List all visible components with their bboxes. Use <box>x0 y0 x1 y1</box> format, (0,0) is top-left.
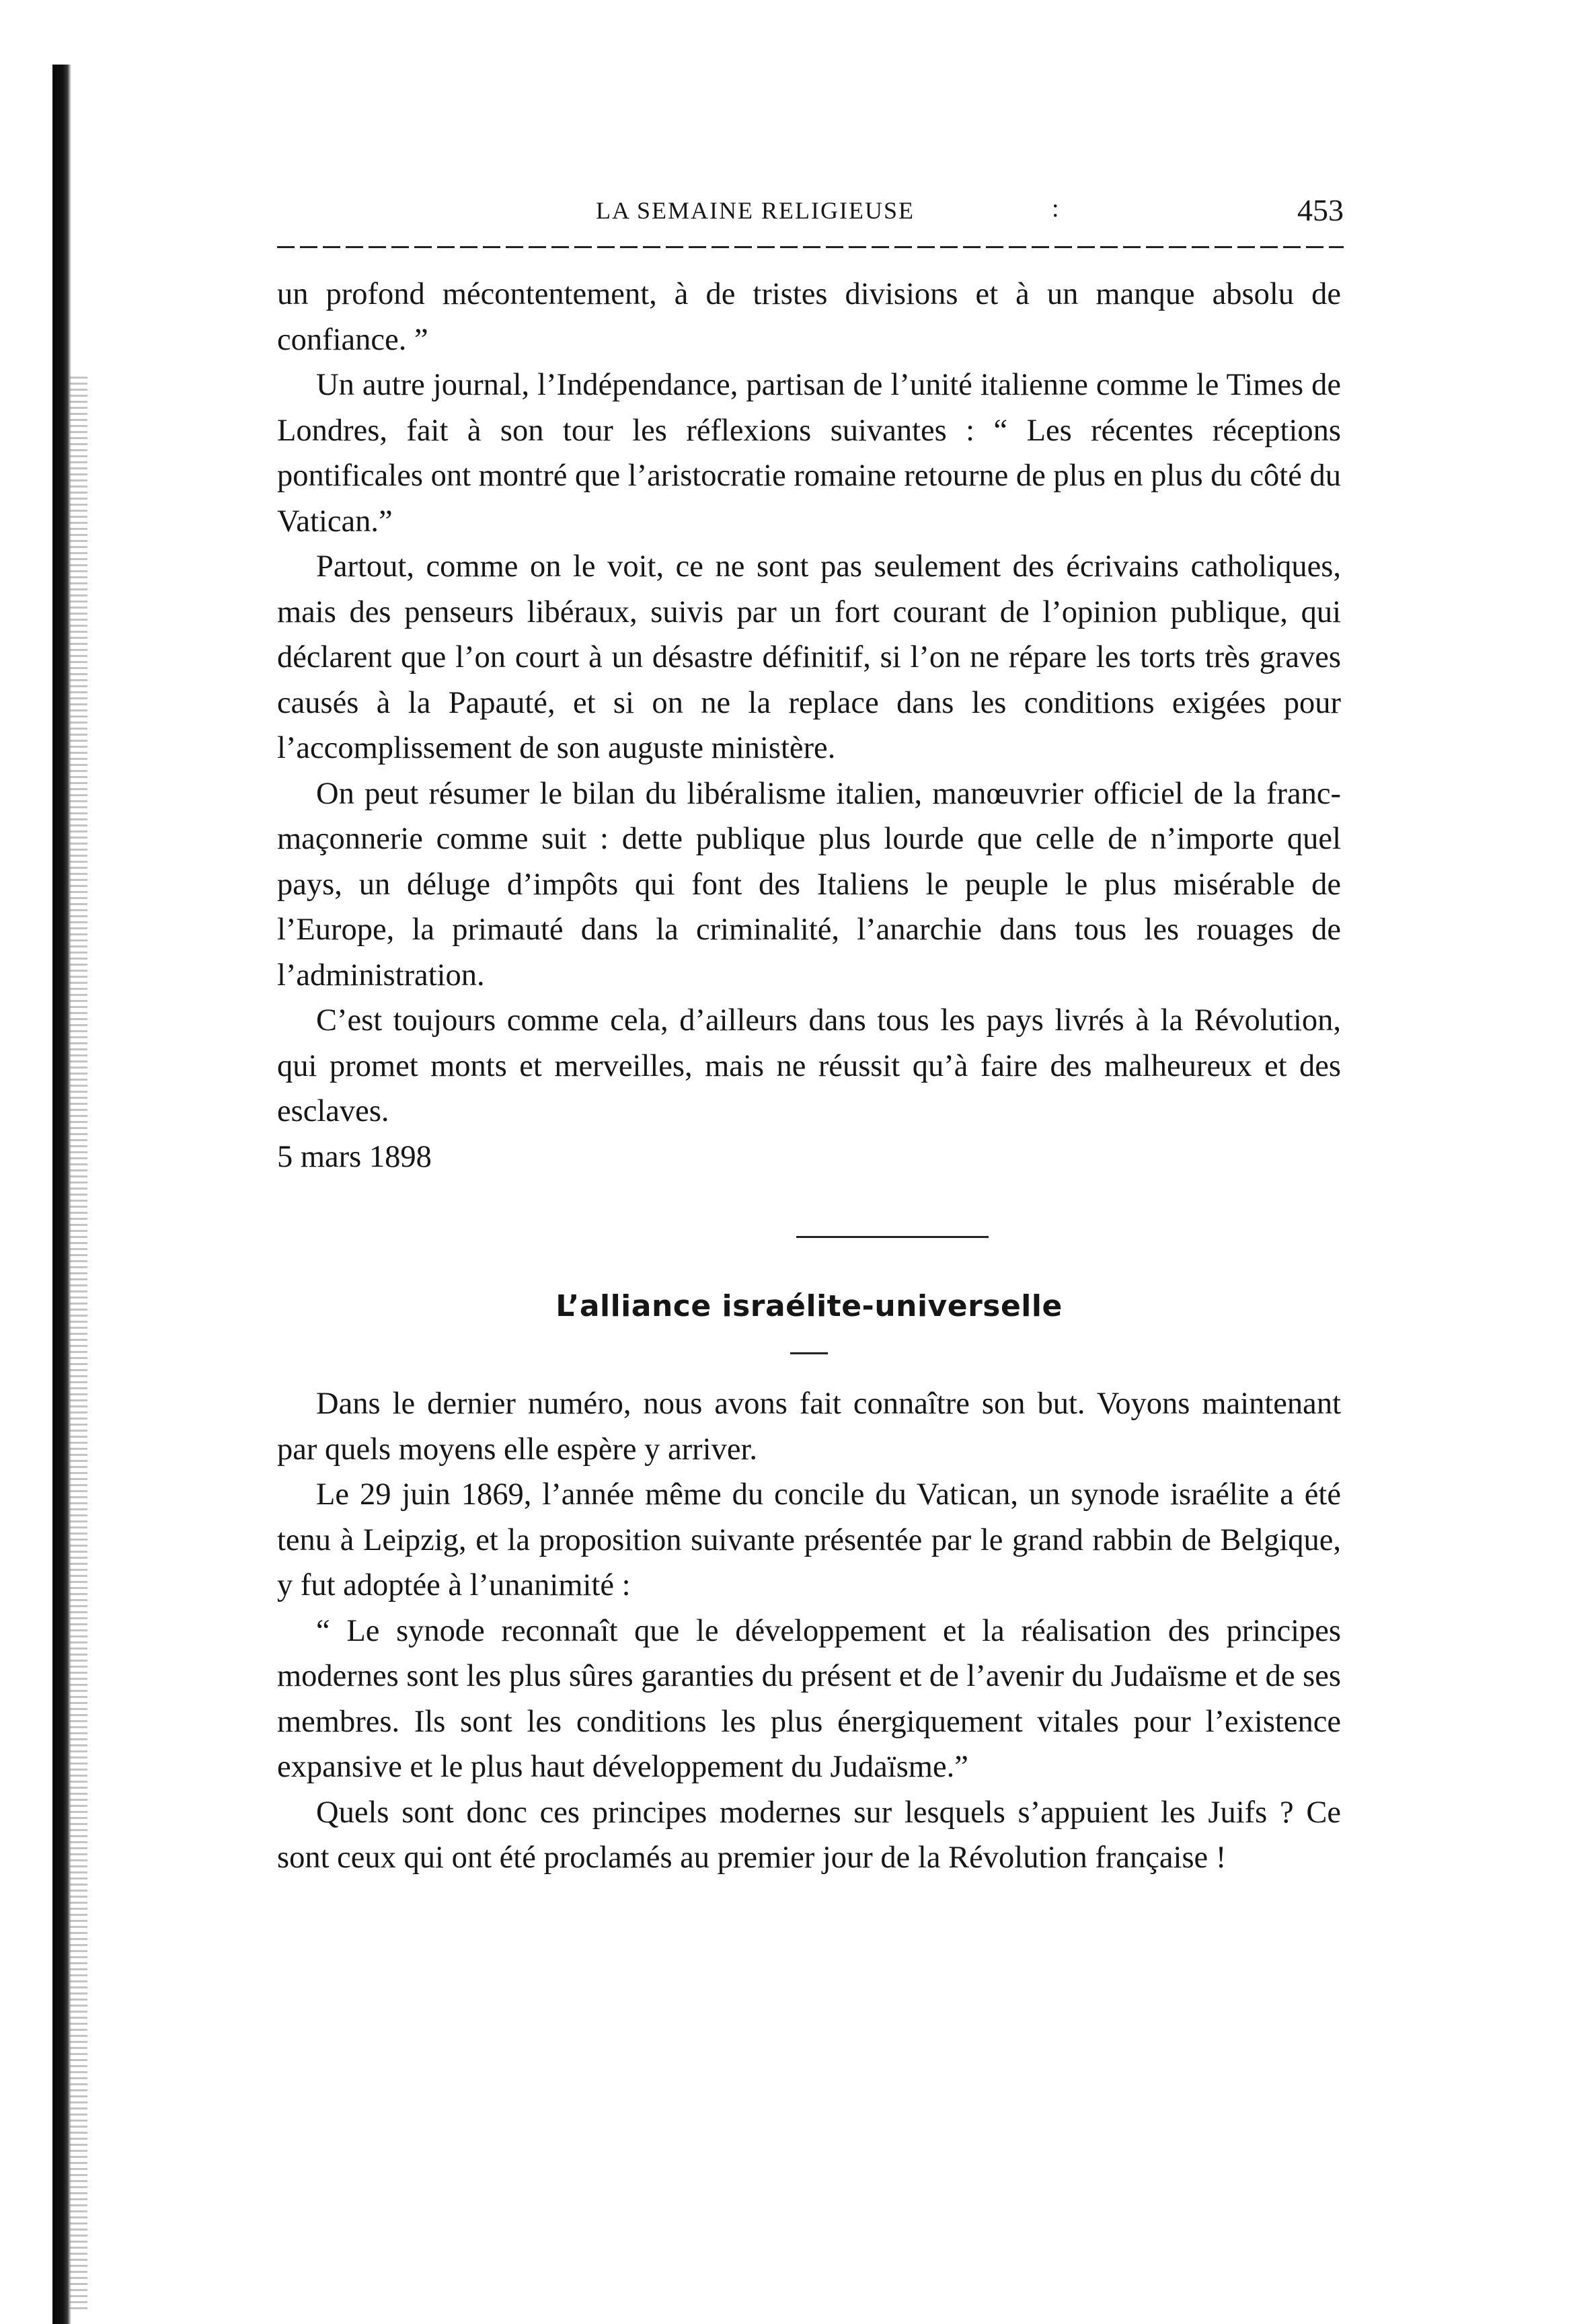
paragraph: Un autre journal, l’Indépendance, partisan de l’unité italienne comme le Times de Londres, fait à son tour les réflexions suivantes : “ Les récentes réceptions pontificales ont montré que l’aristocratie romaine retourne de plus en plus du côté du Vatican.” <box>277 368 1341 539</box>
binding-edge-texture <box>70 377 87 2313</box>
running-head-mark: : <box>1052 194 1059 223</box>
page-text <box>277 272 1341 1881</box>
page-number: 453 <box>1297 193 1344 227</box>
paragraph: C’est toujours comme cela, d’ailleurs dans tous les pays livrés à la Révolution, qui promet monts et merveilles, mais ne réussit qu’à faire des malheureux et des esclaves. <box>277 1003 1341 1128</box>
paragraph: Quels sont donc ces principes modernes sur lesquels s’appuient les Juifs ? Ce sont ceux qui ont été proclamés au premier jour de la Révolution française ! <box>277 1795 1341 1875</box>
title-dash <box>790 1352 828 1354</box>
paragraph: Dans le dernier numéro, nous avons fait connaître son but. Voyons maintenant par quels moyens elle espère y arriver. <box>277 1387 1341 1467</box>
header-rule <box>277 246 1344 248</box>
paragraph-continued: un profond mécontentement, à de tristes divisions et à un manque absolu de confiance. ” <box>277 277 1341 357</box>
quotation: “ Le synode reconnaît que le développement et la réalisation des principes modernes sont les plus sûres garanties du présent et de l’avenir du Judaïsme et de ses membres. Ils sont les conditions les plus énergiquement vitales pour l’existence expansive et le plus haut développement du Judaïsme.” <box>277 1613 1341 1784</box>
paragraph: Partout, comme on le voit, ce ne sont pas seulement des écrivains catholiques, mais des penseurs libéraux, suivis par un fort courant de l’opinion publique, qui déclarent que l’on court à un désastre définitif, si l’on ne répare les torts très graves causés à la Papauté, et si on ne la replace dans les conditions exigées pour l’accomplissement de son auguste ministère. <box>277 549 1341 765</box>
paragraph: Le 29 juin 1869, l’année même du concile du Vatican, un synode israélite a été tenu à Leipzig, et la proposition suivante présentée par le grand rabbin de Belgique, y fut adoptée à l’unanimité : <box>277 1477 1341 1602</box>
dateline: 5 mars 1898 <box>277 1139 432 1174</box>
binding-edge-shadow <box>52 65 71 2324</box>
section-title: L’alliance israélite-universelle <box>555 1289 1063 1323</box>
paragraph: On peut résumer le bilan du libéralisme italien, manœuvrier officiel de la franc-maçonnerie comme suit : dette publique plus lourde que celle de n’importe quel pays, un déluge d’impôts qui font des Italiens le peuple le plus misérable de l’Europe, la primauté dans la criminalité, l’anarchie dans tous les rouages de l’administration. <box>277 776 1341 993</box>
running-title: LA SEMAINE RELIGIEUSE <box>596 197 915 224</box>
running-head <box>277 193 1346 230</box>
section-separator <box>796 1236 989 1238</box>
